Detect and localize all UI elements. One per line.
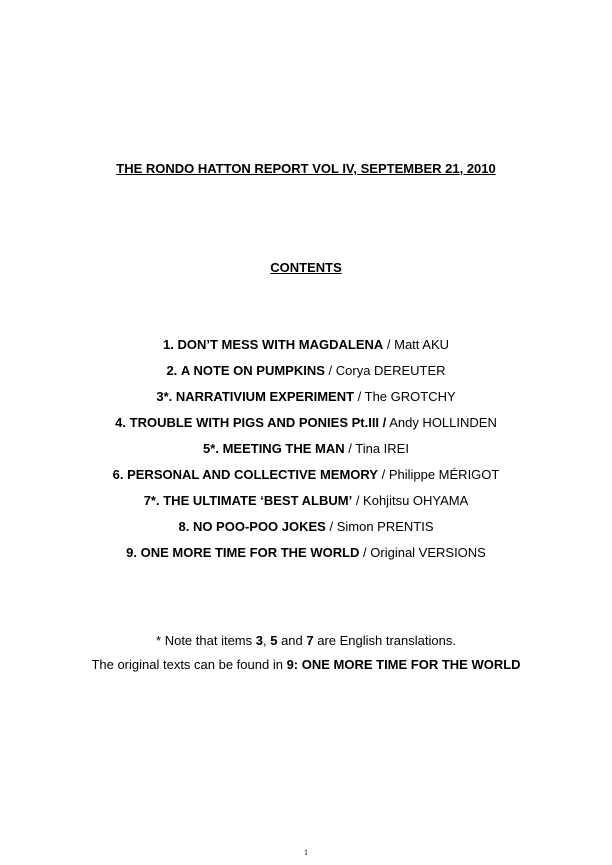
note-item-ref: 3 bbox=[255, 633, 263, 648]
translation-note bbox=[0, 629, 612, 677]
toc-item-separator: / bbox=[325, 519, 337, 534]
toc-item-separator: / bbox=[324, 363, 336, 378]
toc-item-separator: / bbox=[377, 467, 389, 482]
toc-item-author: Original VERSIONS bbox=[370, 545, 486, 560]
toc-item-title: NARRATIVIUM EXPERIMENT bbox=[175, 389, 355, 404]
toc-item-title: DON’T MESS WITH MAGDALENA bbox=[177, 337, 384, 352]
toc-item-author: Kohjitsu OHYAMA bbox=[363, 493, 469, 508]
toc-item-number: 8. bbox=[178, 519, 190, 534]
toc-item-title: PERSONAL AND COLLECTIVE MEMORY bbox=[127, 467, 378, 482]
note-reference: 9: ONE MORE TIME FOR THE WORLD bbox=[286, 657, 521, 672]
toc-item-title: ONE MORE TIME FOR THE WORLD bbox=[140, 545, 360, 560]
toc-item bbox=[0, 436, 612, 462]
toc-item-title: TROUBLE WITH PIGS AND PONIES Pt.III / bbox=[129, 415, 387, 430]
toc-item-author: Corya DEREUTER bbox=[335, 363, 446, 378]
contents-heading: CONTENTS bbox=[270, 260, 342, 275]
toc-item-author: Matt AKU bbox=[394, 337, 450, 352]
toc-item-number: 1. bbox=[162, 337, 174, 352]
toc-item-number: 7*. bbox=[143, 493, 160, 508]
toc-item-author: Philippe MÉRIGOT bbox=[388, 467, 500, 482]
note-line-1 bbox=[0, 629, 612, 653]
toc-item bbox=[0, 410, 612, 436]
note-line-2 bbox=[0, 653, 612, 677]
toc-item bbox=[0, 332, 612, 358]
toc-item-author: Tina IREI bbox=[355, 441, 409, 456]
toc-item bbox=[0, 514, 612, 540]
toc-item-separator: / bbox=[354, 389, 365, 404]
toc-item bbox=[0, 540, 612, 566]
toc-item-author: Simon PRENTIS bbox=[336, 519, 434, 534]
toc-item-separator: / bbox=[383, 337, 395, 352]
toc-item-author: The GROTCHY bbox=[364, 389, 456, 404]
report-title: THE RONDO HATTON REPORT VOL IV, SEPTEMBER 21, 2010 bbox=[116, 161, 496, 176]
toc-item-number: 2. bbox=[166, 363, 178, 378]
toc-item-number: 3*. bbox=[156, 389, 173, 404]
toc-item-number: 9. bbox=[126, 545, 137, 560]
note-text: , bbox=[262, 633, 271, 648]
toc-item-title: MEETING THE MAN bbox=[222, 441, 345, 456]
toc-item bbox=[0, 488, 612, 514]
toc-item-number: 4. bbox=[115, 415, 126, 430]
toc-item bbox=[0, 358, 612, 384]
toc-item-separator: / bbox=[352, 493, 364, 508]
note-text: The original texts can be found in bbox=[91, 657, 287, 672]
toc-item bbox=[0, 384, 612, 410]
note-text: are English translations. bbox=[313, 633, 456, 648]
toc-item-author: Andy HOLLINDEN bbox=[389, 415, 497, 430]
note-item-ref: 7 bbox=[306, 633, 314, 648]
toc-item-title: NO POO-POO JOKES bbox=[192, 519, 326, 534]
page-number: 1 bbox=[304, 848, 308, 857]
toc-item-title: THE ULTIMATE ‘BEST ALBUM’ bbox=[163, 493, 353, 508]
toc-item-separator: / bbox=[359, 545, 371, 560]
note-text: * Note that items bbox=[156, 633, 256, 648]
table-of-contents bbox=[0, 332, 612, 566]
toc-item-separator: / bbox=[344, 441, 356, 456]
toc-item-number: 6. bbox=[112, 467, 124, 482]
note-item-ref: 5 bbox=[270, 633, 278, 648]
note-text: and bbox=[277, 633, 307, 648]
toc-item-title: A NOTE ON PUMPKINS bbox=[180, 363, 325, 378]
toc-item bbox=[0, 462, 612, 488]
toc-item-number: 5*. bbox=[203, 441, 219, 456]
